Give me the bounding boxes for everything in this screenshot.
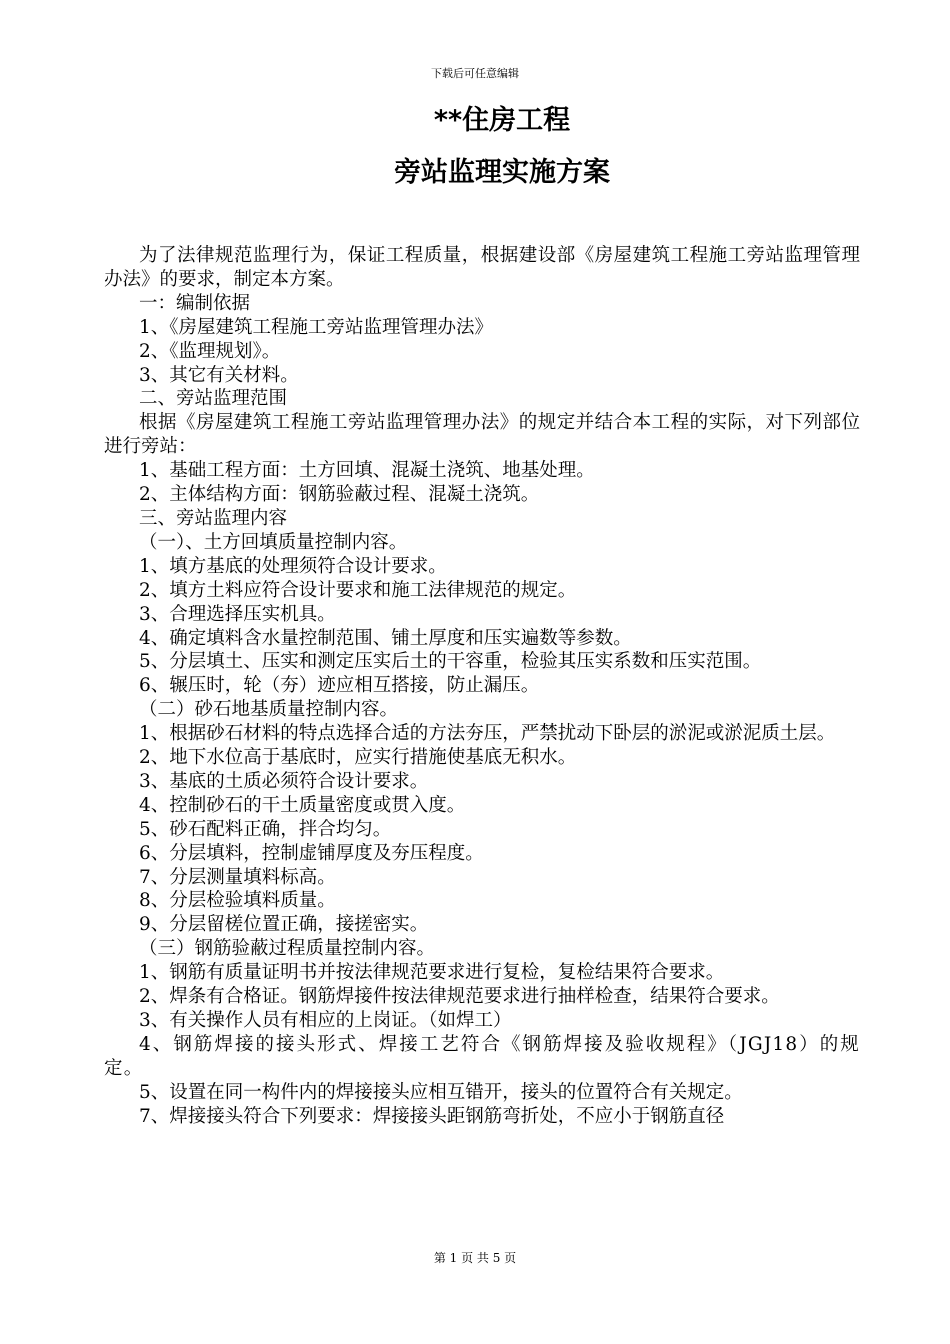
- page-footer: 第 1 页 共 5 页: [433, 1251, 517, 1265]
- paragraph: （一）、土方回填质量控制内容。: [139, 531, 408, 553]
- paragraph: 3、有关操作人员有相应的上岗证。（如焊工）: [139, 1010, 512, 1031]
- document-body: [104, 244, 860, 1129]
- paragraph: 1、基础工程方面：土方回填、混凝土浇筑、地基处理。: [139, 460, 595, 482]
- paragraph: 9、分层留槎位置正确，接搓密实。: [139, 914, 429, 936]
- paragraph: （三）钢筋验蔽过程质量控制内容。: [139, 938, 436, 960]
- paragraph: 6、辗压时，轮（夯）迹应相互搭接，防止漏压。: [139, 675, 540, 697]
- paragraph: 二、旁站监理范围: [139, 388, 288, 410]
- paragraph: 一：编制依据: [139, 292, 251, 314]
- paragraph: 2、填方土料应符合设计要求和施工法律规范的规定。: [139, 579, 577, 601]
- paragraph: 4、控制砂石的干土质量密度或贯入度。: [139, 794, 466, 816]
- paragraph: （二）砂石地基质量控制内容。: [139, 699, 399, 721]
- paragraph: 2、主体结构方面：钢筋验蔽过程、混凝土浇筑。: [139, 484, 540, 506]
- paragraph: 1、根据砂石材料的特点选择合适的方法夯压，严禁扰动下卧层的淤泥或淤泥质土层。: [139, 723, 836, 745]
- document-title-line1: **住房工程: [433, 105, 571, 136]
- paragraph: 5、设置在同一构件内的焊接接头应相互错开，接头的位置符合有关规定。: [139, 1081, 743, 1103]
- paragraph: 5、分层填土、压实和测定压实后土的干容重，检验其压实系数和压实范围。: [139, 651, 762, 673]
- paragraph: 7、分层测量填料标高。: [139, 866, 336, 888]
- paragraph: 2、《监理规划》。: [139, 340, 281, 362]
- paragraph: 4、钢筋焊接的接头形式、焊接工艺符合《钢筋焊接及验收规程》（JGJ18）的规定。: [104, 1033, 860, 1079]
- paragraph: 1、钢筋有质量证明书并按法律规范要求进行复检，复检结果符合要求。: [139, 962, 725, 984]
- paragraph: 6、分层填料，控制虚铺厚度及夯压程度。: [139, 842, 484, 864]
- paragraph: 3、合理选择压实机具。: [139, 603, 336, 625]
- paragraph: 1、《房屋建筑工程施工旁站监理管理办法》: [139, 316, 494, 338]
- paragraph: 1、填方基底的处理须符合设计要求。: [139, 555, 447, 577]
- paragraph: 5、砂石配料正确，拌合均匀。: [139, 818, 392, 840]
- paragraph: 7、焊接接头符合下列要求：焊接接头距钢筋弯折处，不应小于钢筋直径: [139, 1105, 725, 1127]
- paragraph: 4、确定填料含水量控制范围、铺土厚度和压实遍数等参数。: [139, 627, 632, 649]
- document-title-line2: 旁站监理实施方案: [394, 157, 610, 188]
- paragraph: 3、其它有关材料。: [139, 364, 299, 386]
- paragraph: 3、基底的土质必须符合设计要求。: [139, 770, 429, 792]
- paragraph: 根据《房屋建筑工程施工旁站监理管理办法》的规定并结合本工程的实际，对下列部位进行旁站：: [104, 412, 860, 458]
- paragraph: 8、分层检验填料质量。: [139, 890, 336, 912]
- paragraph: 2、地下水位高于基底时，应实行措施使基底无积水。: [139, 747, 577, 769]
- paragraph: 为了法律规范监理行为，保证工程质量，根据建设部《房屋建筑工程施工旁站监理管理办法》的要求，制定本方案。: [104, 245, 860, 290]
- page-header: 下载后可任意编辑: [431, 67, 519, 80]
- paragraph: 三、旁站监理内容: [139, 507, 288, 529]
- paragraph: 2、焊条有合格证。钢筋焊接件按法律规范要求进行抽样检查，结果符合要求。: [139, 986, 780, 1008]
